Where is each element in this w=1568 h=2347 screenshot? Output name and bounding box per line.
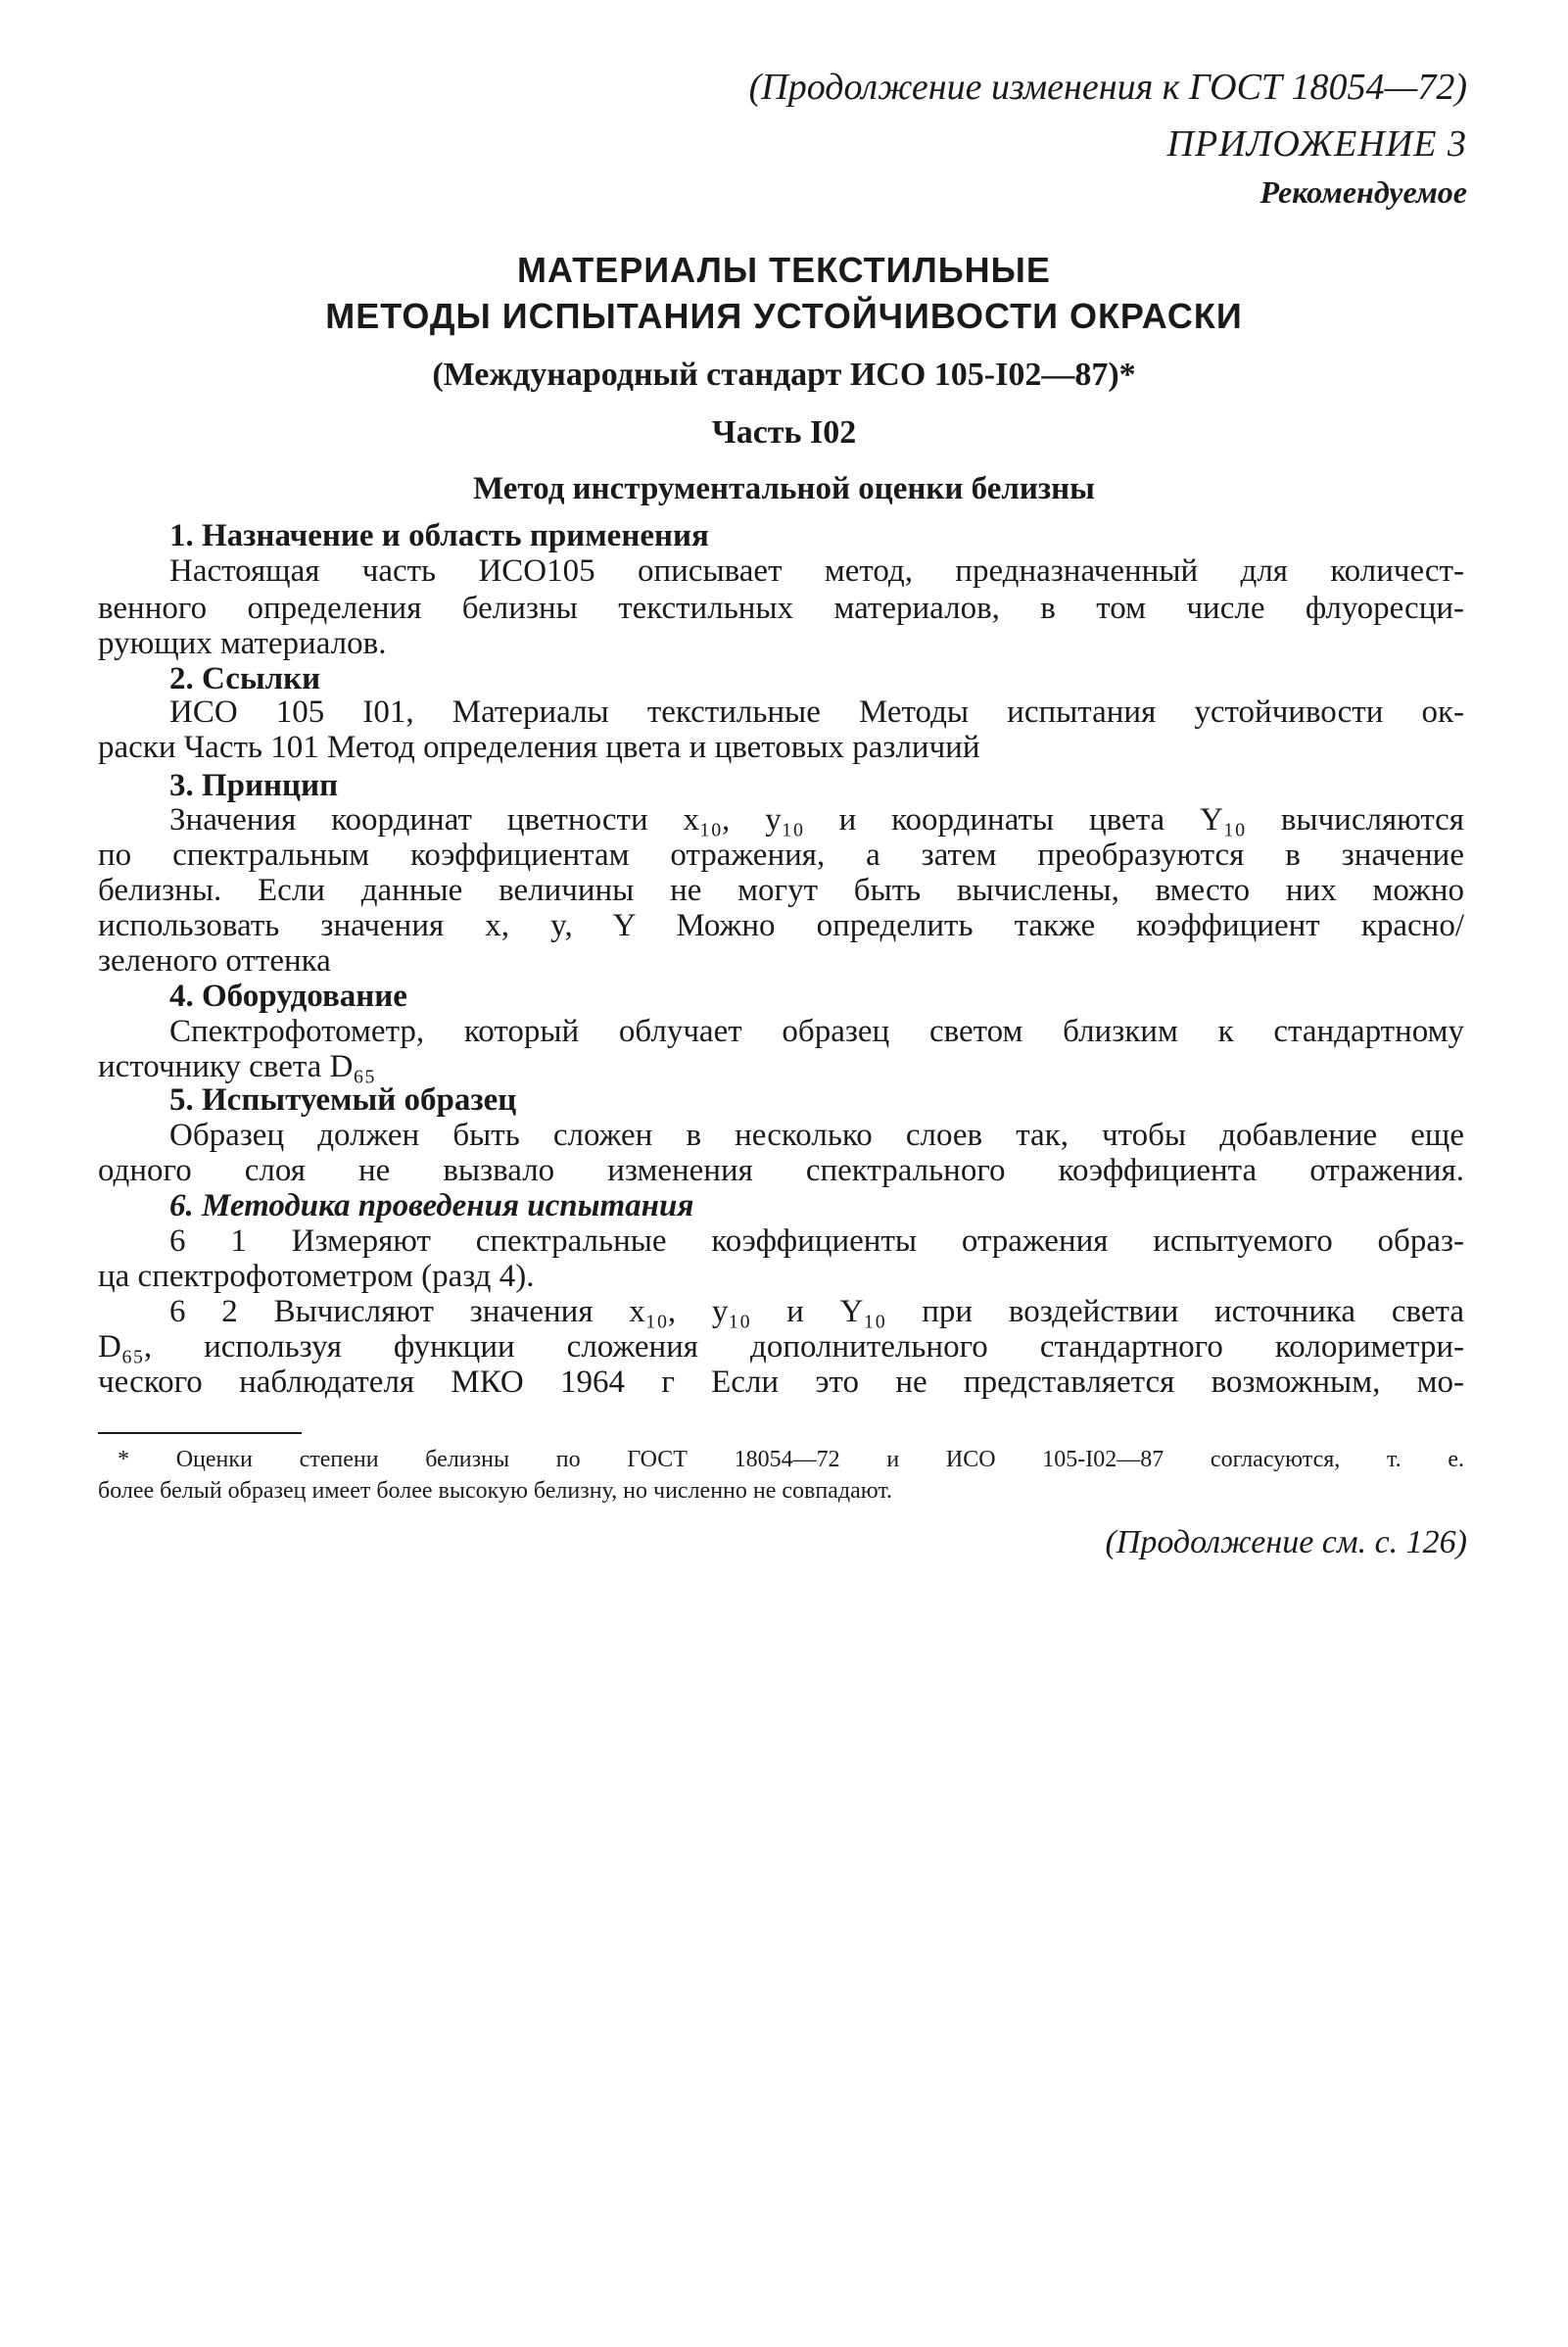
body-line: Значения координат цветности x₁₀, y₁₀ и координаты цвета Y₁₀ вычисляются [169, 802, 1464, 838]
body-line: ческого наблюдателя МКО 1964 г Если это не представляется возможным, мо- [98, 1365, 1464, 1400]
body-line: Спектрофотометр, который облучает образец светом близким к стандартному [169, 1014, 1464, 1049]
body-line: Образец должен быть сложен в несколько слоев так, чтобы добавление еще [169, 1118, 1464, 1153]
continuation-note: (Продолжение изменения к ГОСТ 18054—72) [748, 67, 1467, 108]
body-line: источнику света D₆₅ [98, 1049, 376, 1084]
standard-reference: (Международный стандарт ИСО 105-I02—87)* [432, 357, 1136, 393]
body-line: ИСО 105 I01, Материалы текстильные Методы испытания устойчивости ок- [169, 695, 1464, 730]
appendix-status: Рекомендуемое [1259, 174, 1467, 210]
body-line: 6 1 Измеряют спектральные коэффициенты отражения испытуемого образ- [169, 1223, 1464, 1259]
footnote-line: * Оценки степени белизны по ГОСТ 18054—72 и ИСО 105-I02—87 согласуются, т. е. [118, 1447, 1464, 1472]
continuation-footer: (Продолжение см. с. 126) [1105, 1524, 1467, 1560]
body-line: раски Часть 101 Метод определения цвета и цветовых различий [98, 730, 980, 765]
section-heading: 2. Ссылки [169, 661, 321, 696]
document-title-line2: МЕТОДЫ ИСПЫТАНИЯ УСТОЙЧИВОСТИ ОКРАСКИ [325, 296, 1243, 336]
appendix-label: ПРИЛОЖЕНИЕ 3 [1166, 123, 1467, 165]
body-line: использовать значения x, y, Y Можно определить также коэффициент красно/ [98, 908, 1464, 943]
body-line: 6 2 Вычисляют значения x₁₀, y₁₀ и Y₁₀ при воздействии источника света [169, 1294, 1464, 1329]
footnote-divider [98, 1432, 302, 1434]
section-heading: 6. Методика проведения испытания [169, 1188, 694, 1223]
section-heading: 5. Испытуемый образец [169, 1082, 517, 1118]
body-line: одного слоя не вызвало изменения спектрального коэффициента отражения. [98, 1153, 1464, 1188]
body-line: рующих материалов. [98, 626, 387, 661]
body-line: белизны. Если данные величины не могут быть вычислены, вместо них можно [98, 873, 1464, 908]
section-heading: 1. Назначение и область применения [169, 518, 709, 553]
body-line: по спектральным коэффициентам отражения, а затем преобразуются в значение [98, 838, 1464, 873]
section-heading: 3. Принцип [169, 768, 339, 803]
body-line: венного определения белизны текстильных материалов, в том числе флуоресци- [98, 591, 1464, 626]
part-title: Часть I02 [711, 414, 857, 451]
method-title: Метод инструментальной оценки белизны [473, 471, 1095, 506]
section-heading: 4. Оборудование [169, 979, 407, 1014]
body-line: D₆₅, используя функции сложения дополнительного стандартного колориметри- [98, 1329, 1464, 1365]
body-line: зеленого оттенка [98, 943, 331, 979]
document-title-line1: МАТЕРИАЛЫ ТЕКСТИЛЬНЫЕ [517, 250, 1051, 290]
footnote-line: более белый образец имеет более высокую белизну, но численно не совпадают. [98, 1478, 893, 1504]
body-line: ца спектрофотометром (разд 4). [98, 1259, 535, 1294]
body-line: Настоящая часть ИСО105 описывает метод, предназначенный для количест- [169, 553, 1464, 589]
